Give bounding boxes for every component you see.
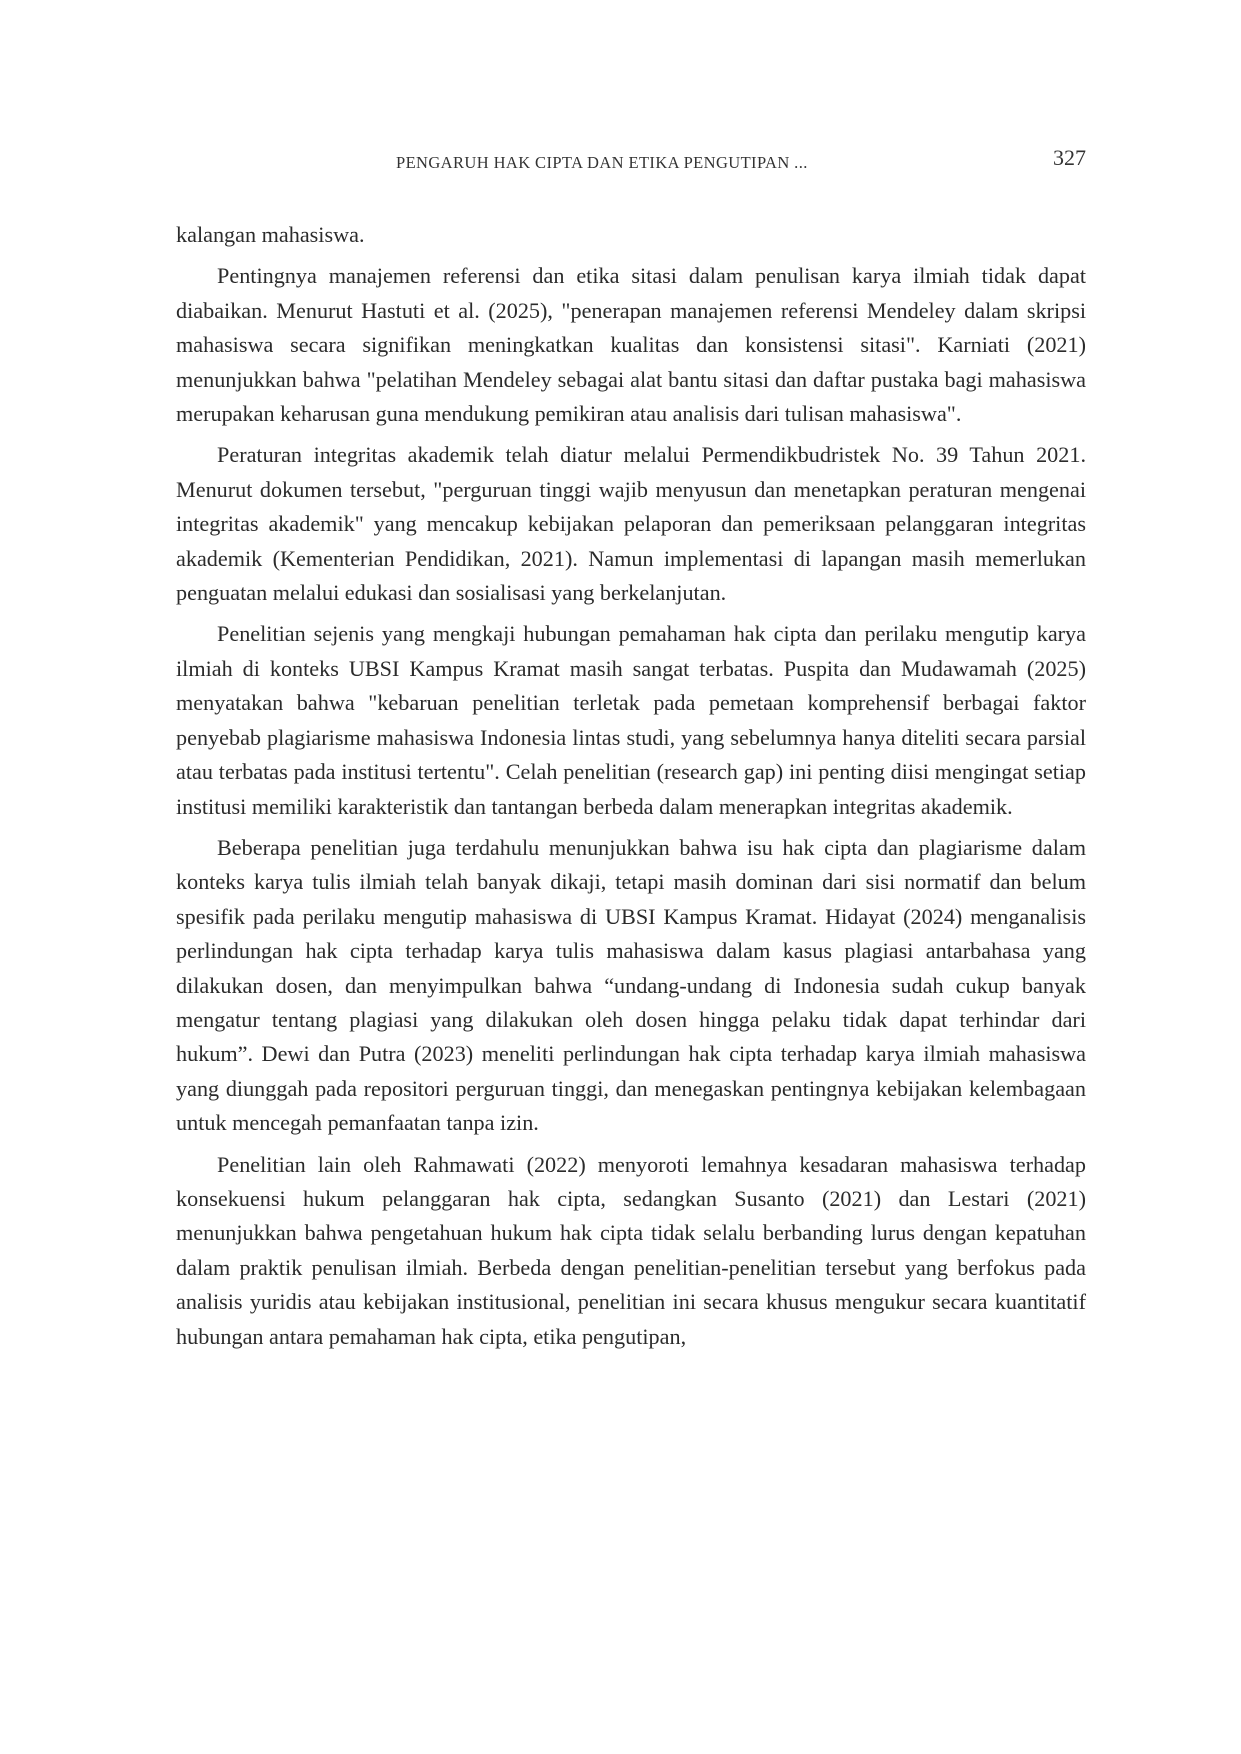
page-number: 327	[1053, 145, 1086, 170]
running-header	[176, 145, 1086, 185]
paragraph-academic-integrity-regulation: Peraturan integritas akademik telah diatur melalui Permendikbudristek No. 39 Tahun 2021. Menurut dokumen tersebut, "perguruan tinggi wajib menyusun dan menetapkan peraturan mengenai integritas akademik" yang mencakup kebijakan pelaporan dan pemeriksaan pelanggaran integritas akademik (Kementerian Pendidikan, 2021). Namun implementasi di lapangan masih memerlukan penguatan melalui edukasi dan sosialisasi yang berkelanjutan.	[176, 442, 1086, 606]
paragraph-continuation: kalangan mahasiswa.	[176, 222, 365, 247]
paragraph-prior-studies: Beberapa penelitian juga terdahulu menunjukkan bahwa isu hak cipta dan plagiarisme dalam konteks karya tulis ilmiah telah banyak dikaji, tetapi masih dominan dari sisi normatif dan belum spesifik pada perilaku mengutip mahasiswa di UBSI Kampus Kramat. Hidayat (2024) menganalisis perlindungan hak cipta terhadap karya tulis mahasiswa dalam kasus plagiasi antarbahasa yang dilakukan dosen, dan menyimpulkan bahwa “undang-undang di Indonesia sudah cukup banyak mengatur tentang plagiasi yang dilakukan oleh dosen hingga pelaku tidak dapat terhindar dari hukum”. Dewi dan Putra (2023) meneliti perlindungan hak cipta terhadap karya ilmiah mahasiswa yang diunggah pada repositori perguruan tinggi, dan menegaskan pentingnya kebijakan kelembagaan untuk mencegah pemanfaatan tanpa izin.	[176, 834, 1086, 1136]
paragraph-other-research: Penelitian lain oleh Rahmawati (2022) menyoroti lemahnya kesadaran mahasiswa terhadap konsekuensi hukum pelanggaran hak cipta, sedangkan Susanto (2021) dan Lestari (2021) menunjukkan bahwa pengetahuan hukum hak cipta tidak selalu berbanding lurus dengan kepatuhan dalam praktik penulisan ilmiah. Berbeda dengan penelitian-penelitian tersebut yang berfokus pada analisis yuridis atau kebijakan institusional, penelitian ini secara khusus mengukur secara kuantitatif hubungan antara pemahaman hak cipta, etika pengutipan,	[176, 1151, 1086, 1349]
body-text	[176, 218, 1086, 1354]
paragraph-research-gap: Penelitian sejenis yang mengkaji hubungan pemahaman hak cipta dan perilaku mengutip karya ilmiah di konteks UBSI Kampus Kramat masih sangat terbatas. Puspita dan Mudawamah (2025) menyatakan bahwa "kebaruan penelitian terletak pada pemetaan komprehensif berbagai faktor penyebab plagiarisme mahasiswa Indonesia lintas studi, yang sebelumnya hanya diteliti secara parsial atau terbatas pada institusi tertentu". Celah penelitian (research gap) ini penting diisi mengingat setiap institusi memiliki karakteristik dan tantangan berbeda dalam menerapkan integritas akademik.	[176, 621, 1086, 819]
running-title: PENGARUH HAK CIPTA DAN ETIKA PENGUTIPAN ...	[396, 153, 808, 172]
paragraph-reference-management: Pentingnya manajemen referensi dan etika sitasi dalam penulisan karya ilmiah tidak dapat diabaikan. Menurut Hastuti et al. (2025), "penerapan manajemen referensi Mendeley dalam skripsi mahasiswa secara signifikan meningkatkan kualitas dan konsistensi sitasi". Karniati (2021) menunjukkan bahwa "pelatihan Mendeley sebagai alat bantu sitasi dan daftar pustaka bagi mahasiswa merupakan keharusan guna mendukung pemikiran atau analisis dari tulisan mahasiswa".	[176, 263, 1086, 427]
